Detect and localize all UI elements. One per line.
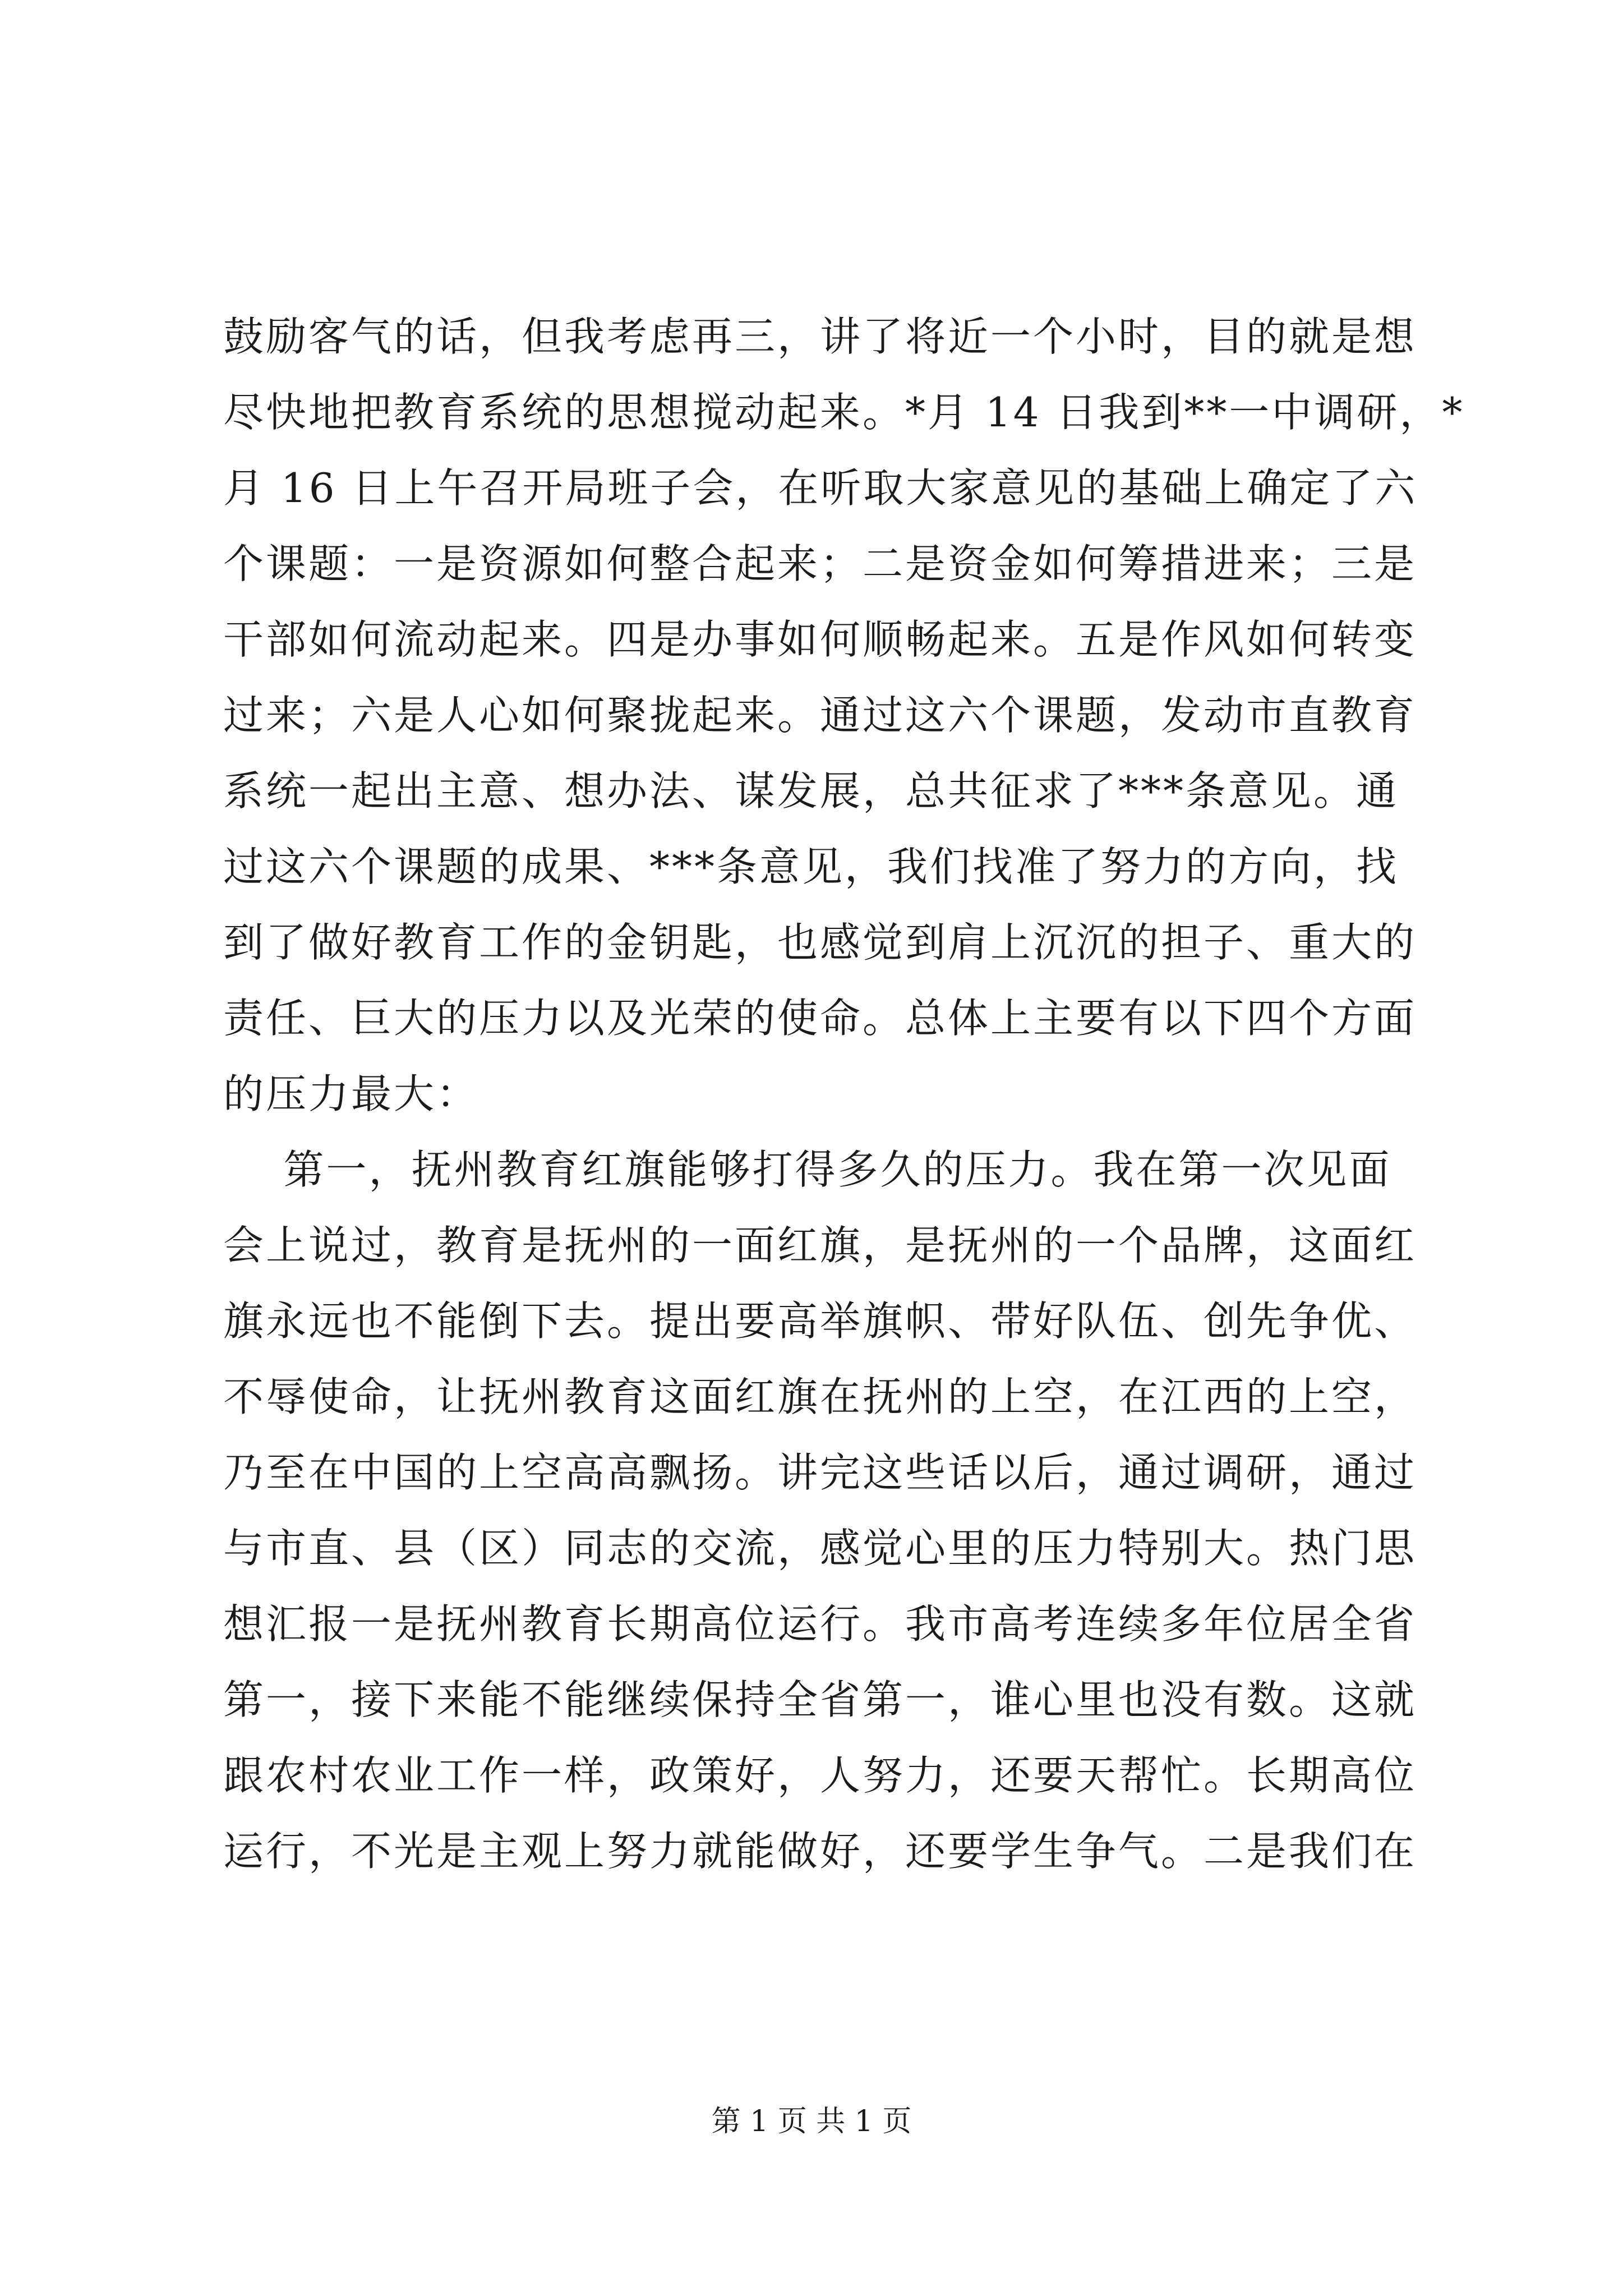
text-line: 过这六个课题的成果、***条意见，我们找准了努力的方向，找 [223,843,1399,890]
text-line: 不辱使命，让抚州教育这面红旗在抚州的上空，在江西的上空， [223,1373,1417,1420]
text-line: 会上说过，教育是抚州的一面红旗，是抚州的一个品牌，这面红 [223,1222,1417,1269]
text-line: 与市直、县（区）同志的交流，感觉心里的压力特别大。热门思 [223,1525,1417,1572]
text-line: 鼓励客气的话，但我考虑再三，讲了将近一个小时，目的就是想 [223,313,1417,360]
text-line: 想汇报一是抚州教育长期高位运行。我市高考连续多年位居全省 [223,1600,1417,1648]
text-line: 责任、巨大的压力以及光荣的使命。总体上主要有以下四个方面 [223,995,1417,1042]
text-line: 乃至在中国的上空高高飘扬。讲完这些话以后，通过调研，通过 [223,1449,1417,1496]
text-line: 过来；六是人心如何聚拢起来。通过这六个课题，发动市直教育 [223,692,1417,739]
text-line: 第一，抚州教育红旗能够打得多久的压力。我在第一次见面 [223,1146,1392,1193]
text-line: 干部如何流动起来。四是办事如何顺畅起来。五是作风如何转变 [223,616,1417,663]
page-footer [0,2099,1623,2144]
text-line: 月 16 日上午召开局班子会，在听取大家意见的基础上确定了六 [223,464,1418,512]
page-number-label: 第 1 页 共 1 页 [711,2105,912,2138]
text-line: 到了做好教育工作的金钥匙，也感觉到肩上沉沉的担子、重大的 [223,919,1417,966]
text-line: 尽快地把教育系统的思想搅动起来。*月 14 日我到**一中调研，* [223,389,1465,436]
text-line: 系统一起出主意、想办法、谋发展，总共征求了***条意见。通 [223,767,1399,815]
text-line: 旗永远也不能倒下去。提出要高举旗帜、带好队伍、创先争优、 [223,1297,1417,1345]
text-line: 跟农村农业工作一样，政策好，人努力，还要天帮忙。长期高位 [223,1752,1417,1799]
text-line: 运行，不光是主观上努力就能做好，还要学生争气。二是我们在 [223,1828,1417,1875]
text-line: 第一，接下来能不能继续保持全省第一，谁心里也没有数。这就 [223,1676,1417,1723]
text-line: 的压力最大： [223,1070,479,1117]
text-line: 个课题：一是资源如何整合起来；二是资金如何筹措进来；三是 [223,540,1417,587]
